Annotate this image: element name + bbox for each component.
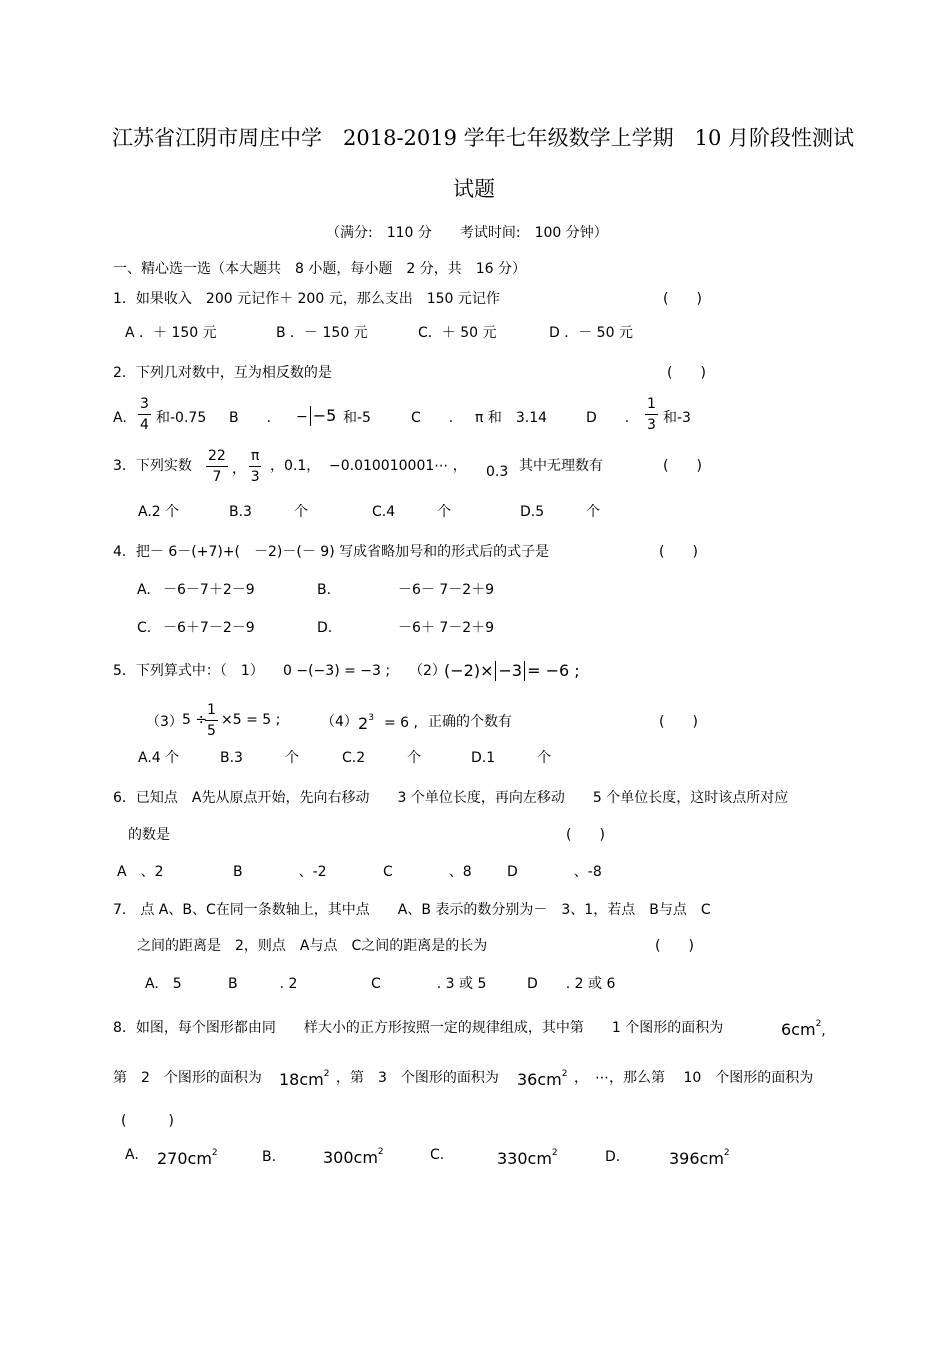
q5-answer-paren: ( ) <box>659 714 698 730</box>
q3-value-0-1: ，0.1， <box>270 458 321 474</box>
q1-option-a: A ．＋ 150 元 <box>125 325 217 341</box>
q5-expr-3a: 5 ÷ <box>182 712 208 728</box>
q5-expr-4: $2^3$ <box>358 713 374 733</box>
q4-option-d-label: D. <box>317 620 333 636</box>
q1-stem: 1．如果收入 200 元记作＋ 200 元，那么支出 150 元记作 <box>113 291 500 307</box>
q3-fraction-22-7: $\frac{22}{7}$ <box>208 448 226 485</box>
title-line-1: 江苏省江阴市周庄中学 2018-2019 学年七年级数学上学期 10 月阶段性测试 <box>112 126 855 150</box>
q8-option-b-value: $300cm^2$ <box>323 1147 384 1167</box>
q8-answer-paren: ( ) <box>121 1113 174 1129</box>
exam-meta: （满分: 110 分 考试时间: 100 分钟） <box>326 225 608 241</box>
q5-expr-4b: = 6 , <box>384 715 418 731</box>
q1-option-c: C．＋ 50 元 <box>418 325 497 341</box>
q5-expr-3-fraction: $\frac{1}{5}$ <box>207 702 216 739</box>
q8-stem-line-2c: ， ⋯，那么第 10 个图形的面积为 <box>574 1070 814 1086</box>
q2-option-d-label: D . <box>586 410 630 426</box>
q2-option-c-text: π 和 3.14 <box>475 410 548 426</box>
q8-area-1: $6cm^2$, <box>781 1019 826 1039</box>
q4-option-a-value: －6－7＋2－9 <box>163 582 255 598</box>
q2-answer-paren: ( ) <box>667 365 706 381</box>
q6-option-a: A 、2 <box>117 864 164 880</box>
q1-option-b: B ．－ 150 元 <box>276 325 368 341</box>
q2-option-d-fraction: $\frac{1}{3}$ <box>647 396 656 433</box>
q4-option-c-label: C. <box>137 620 152 636</box>
q8-area-3: $36cm^2$ <box>517 1069 568 1089</box>
q3-answer-paren: ( ) <box>663 458 702 474</box>
q5-expr-2: (−2)× −3 = −6 ; <box>444 661 580 680</box>
q5-tail: 正确的个数有 <box>428 714 512 730</box>
q8-area-2: $18cm^2$ <box>279 1069 330 1089</box>
q5-option-b: B.3 个 <box>220 750 299 766</box>
q8-option-a-label: A. <box>125 1147 139 1163</box>
q8-option-d-label: D. <box>605 1149 621 1165</box>
q2-option-b-expr: − −5 <box>296 406 337 425</box>
q5-option-a: A.4 个 <box>138 750 180 766</box>
q7-stem-line-1: 7. 点 A、B、C在同一条数轴上，其中点 A、B 表示的数分别为－ 3、1，若点 B与点 C <box>113 902 711 918</box>
q2-option-d-text: 和-3 <box>663 410 691 426</box>
q7-stem-line-2: 之间的距离是 2，则点 A与点 C之间的距离是的长为 <box>137 938 488 954</box>
q4-answer-paren: ( ) <box>659 544 698 560</box>
q2-option-b-text: 和-5 <box>343 410 371 426</box>
q8-stem-line-2b: ，第 3 个图形的面积为 <box>336 1070 499 1086</box>
q3-fraction-pi-3: $\frac{\pi}{3}$ <box>250 448 260 485</box>
q5-expr-1: 0 −(−3) = −3 ; <box>283 663 391 679</box>
q3-stem: 3．下列实数 <box>113 458 192 474</box>
q3-option-a: A.2 个 <box>138 504 180 520</box>
q2-option-b-label: B . <box>229 410 272 426</box>
q8-stem-line-1: 8．如图，每个图形都由同 样大小的正方形按照一定的规律组成，其中第 1 个图形的面积为 <box>113 1020 724 1036</box>
q5-option-c: C.2 个 <box>342 750 422 766</box>
q5-expr-3b: ×5 = 5 ; <box>221 712 281 728</box>
q7-option-c: C . 3 或 5 <box>371 976 487 992</box>
q5-label-2: （2） <box>409 663 446 679</box>
q7-option-d: D . 2 或 6 <box>527 976 616 992</box>
q6-option-b: B 、-2 <box>233 864 327 880</box>
q4-option-a-label: A. <box>137 582 151 598</box>
q7-option-b: B . 2 <box>228 976 298 992</box>
q8-option-c-label: C. <box>430 1147 445 1163</box>
q2-option-a-text: 和-0.75 <box>156 410 207 426</box>
q5-stem: 5．下列算式中：（ 1） <box>113 663 264 679</box>
q7-option-a: A. 5 <box>145 976 182 992</box>
q4-option-d-value: －6＋ 7－2＋9 <box>398 620 495 636</box>
q5-label-3: （3） <box>146 714 183 730</box>
q3-comma: ， <box>232 461 246 477</box>
q6-option-d: D 、-8 <box>507 864 602 880</box>
q8-option-b-label: B. <box>262 1149 277 1165</box>
q3-option-d: D.5 个 <box>520 504 601 520</box>
q3-option-b: B.3 个 <box>229 504 308 520</box>
section-header: 一、精心选一选（本大题共 8 小题，每小题 2 分，共 16 分） <box>113 261 526 277</box>
q1-answer-paren: ( ) <box>663 291 702 307</box>
q6-answer-paren: ( ) <box>566 827 605 843</box>
q8-stem-line-2a: 第 2 个图形的面积为 <box>113 1070 262 1086</box>
title-line-2: 试题 <box>453 177 495 201</box>
q4-option-b-value: －6－ 7－2＋9 <box>398 582 495 598</box>
q8-option-d-value: $396cm^2$ <box>669 1148 730 1168</box>
q3-tail: 其中无理数有 <box>519 458 603 474</box>
q8-option-a-value: $270cm^2$ <box>157 1148 218 1168</box>
q4-option-b-label: B. <box>317 582 332 598</box>
q7-answer-paren: ( ) <box>655 938 694 954</box>
q3-option-c: C.4 个 <box>372 504 452 520</box>
q2-option-a-label: A. <box>113 410 127 426</box>
q6-stem-line-1: 6．已知点 A先从原点开始，先向右移动 3 个单位长度，再向左移动 5 个单位长度，这时该点所对应 <box>113 790 789 806</box>
q8-option-c-value: $330cm^2$ <box>497 1148 558 1168</box>
q3-value-repeating: −0.010010001⋯ ， <box>329 458 467 474</box>
q5-option-d: D.1 个 <box>471 750 552 766</box>
q2-option-c-label: C . <box>411 410 454 426</box>
q2-option-a-fraction: $\frac{3}{4}$ <box>140 396 149 433</box>
q2-stem: 2．下列几对数中，互为相反数的是 <box>113 365 332 381</box>
q4-stem: 4．把－ 6－(+7)+( －2)－(－ 9) 写成省略加号和的形式后的式子是 <box>113 544 550 560</box>
q5-label-4: （4） <box>321 714 358 730</box>
q6-option-c: C 、8 <box>383 864 472 880</box>
q3-value-0-3: 0.3 <box>486 464 509 480</box>
q4-option-c-value: －6＋7－2－9 <box>163 620 255 636</box>
q6-stem-line-2: 的数是 <box>128 827 170 843</box>
q1-option-d: D ．－ 50 元 <box>549 325 633 341</box>
